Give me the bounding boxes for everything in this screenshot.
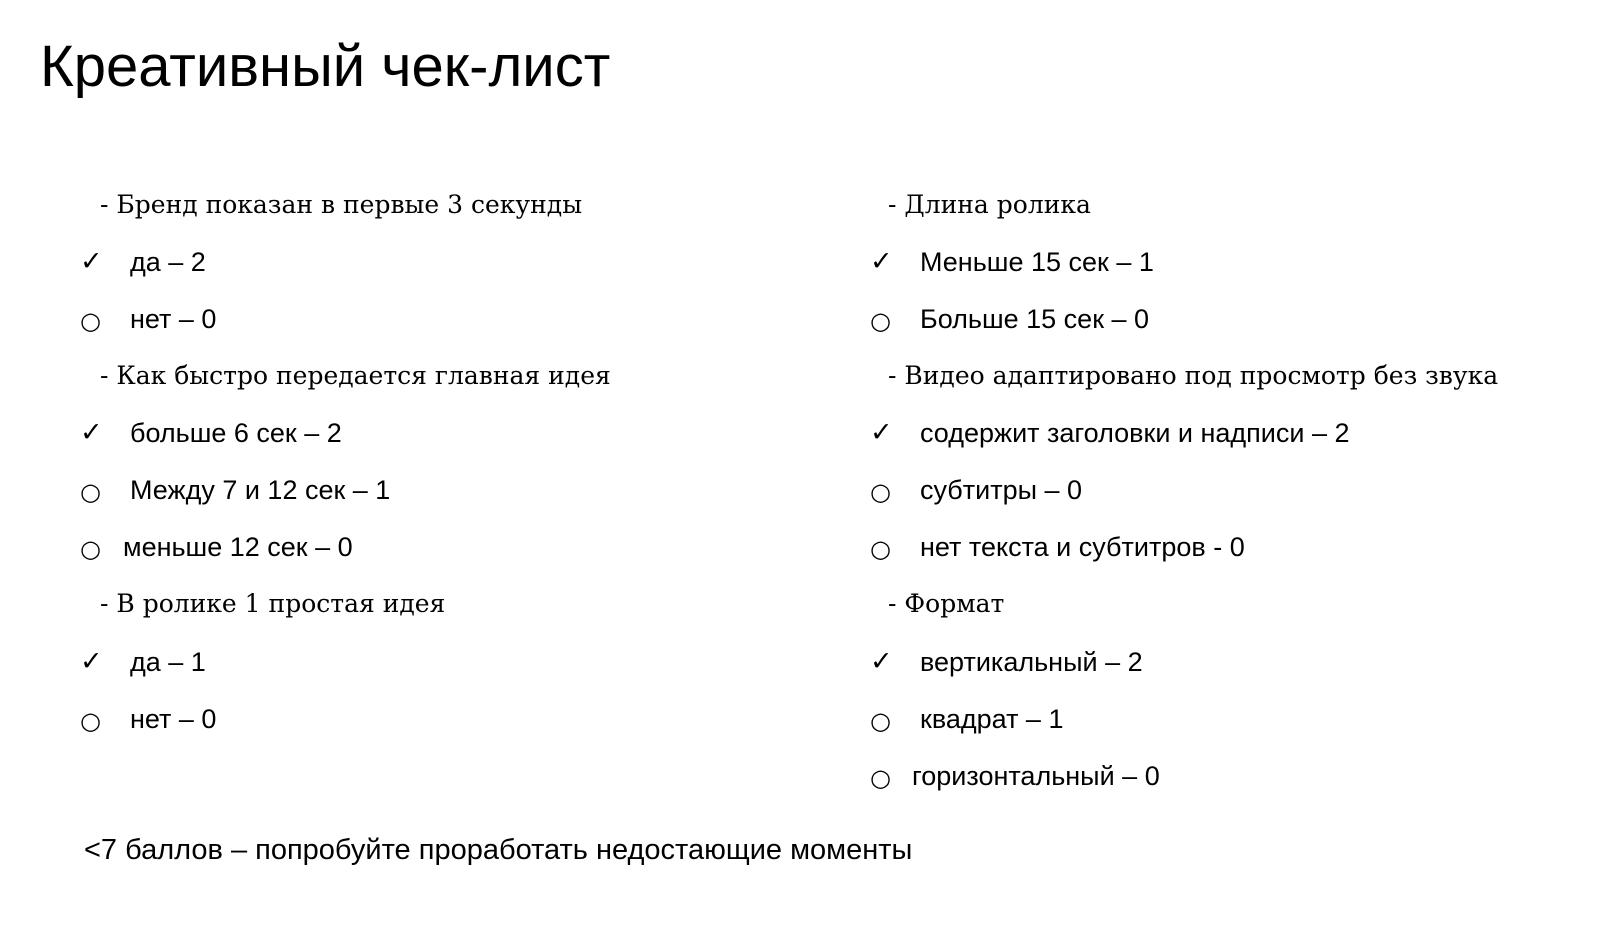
check-icon: ✓ (870, 417, 893, 448)
circle-icon: ○ (870, 764, 891, 792)
option-label: содержит заголовки и надписи – 2 (920, 418, 1350, 448)
option-length-long (870, 302, 1149, 336)
option-label: да – 1 (130, 647, 206, 677)
circle-icon: ○ (80, 307, 101, 335)
check-icon: ✓ (80, 417, 103, 448)
option-label: вертикальный – 2 (920, 647, 1143, 677)
circle-icon: ○ (870, 478, 891, 506)
circle-icon: ○ (80, 478, 101, 506)
option-label: больше 6 сек – 2 (130, 418, 342, 448)
option-label: нет – 0 (130, 304, 217, 334)
option-idea-speed-2 (80, 473, 390, 507)
check-icon: ✓ (870, 646, 893, 677)
option-label: Больше 15 сек – 0 (920, 304, 1150, 334)
section-heading-length: - Длина ролика (888, 190, 1091, 219)
option-label: квадрат – 1 (920, 704, 1064, 734)
option-format-square (870, 702, 1063, 736)
circle-icon: ○ (80, 707, 101, 735)
option-label: нет текста и субтитров - 0 (920, 532, 1245, 562)
option-length-short (870, 245, 1154, 279)
circle-icon: ○ (80, 535, 101, 563)
footer-note: <7 баллов – попробуйте проработать недостающие моменты (84, 834, 913, 866)
option-label: горизонтальный – 0 (912, 761, 1160, 791)
option-idea-speed-3 (80, 530, 353, 564)
circle-icon: ○ (870, 307, 891, 335)
page-title: Креативный чек-лист (40, 34, 611, 99)
section-heading-silent: - Видео адаптировано под просмотр без звука (888, 361, 1499, 390)
option-label: нет – 0 (130, 704, 217, 734)
section-heading-single-idea: - В ролике 1 простая идея (100, 589, 446, 618)
option-brand-yes (80, 245, 206, 279)
option-label: меньше 12 сек – 0 (123, 532, 353, 562)
check-icon: ✓ (870, 246, 893, 277)
option-format-horizontal (870, 759, 1160, 793)
option-silent-captions (870, 416, 1350, 450)
option-label: да – 2 (130, 247, 206, 277)
option-format-vertical (870, 645, 1143, 679)
section-heading-idea-speed: - Как быстро передается главная идея (100, 361, 611, 390)
option-idea-speed-1 (80, 416, 342, 450)
option-silent-none (870, 530, 1245, 564)
section-heading-format: - Формат (888, 589, 1005, 618)
circle-icon: ○ (870, 707, 891, 735)
option-silent-subtitles (870, 473, 1082, 507)
circle-icon: ○ (870, 535, 891, 563)
option-label: Между 7 и 12 сек – 1 (130, 475, 391, 505)
option-single-idea-no (80, 702, 216, 736)
option-brand-no (80, 302, 216, 336)
section-heading-brand: - Бренд показан в первые 3 секунды (100, 190, 583, 219)
option-label: Меньше 15 сек – 1 (920, 247, 1154, 277)
check-icon: ✓ (80, 246, 103, 277)
check-icon: ✓ (80, 646, 103, 677)
option-label: субтитры – 0 (920, 475, 1083, 505)
option-single-idea-yes (80, 645, 206, 679)
